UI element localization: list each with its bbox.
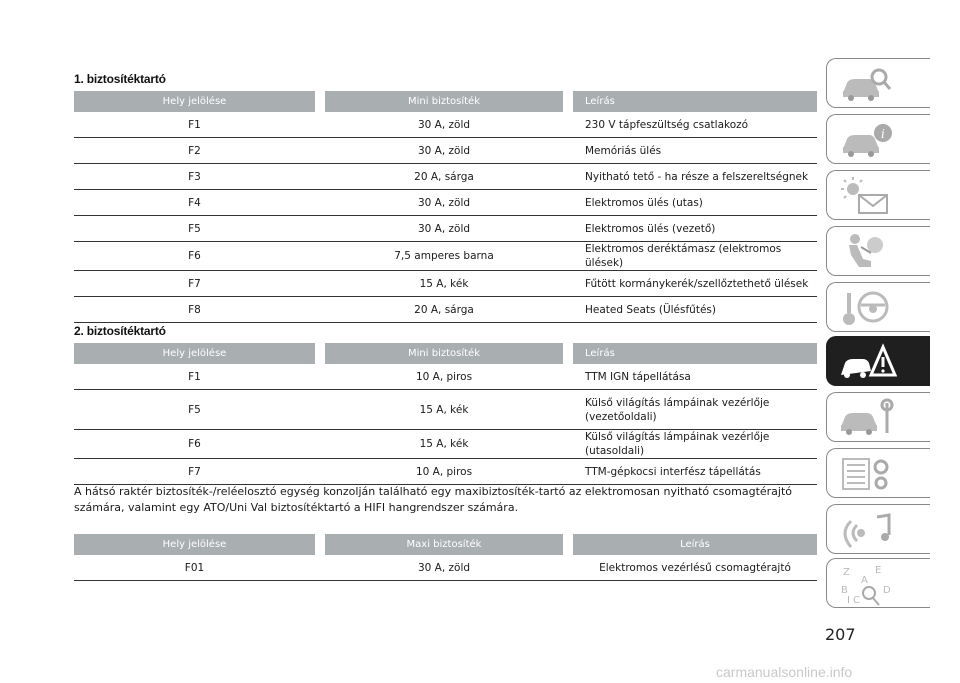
cell-fuse: 7,5 amperes barna (325, 242, 563, 271)
cell-fuse: 10 A, piros (325, 364, 563, 390)
cell-fuse: 15 A, kék (325, 390, 563, 430)
cell-location: F01 (74, 555, 315, 581)
cell-location: F4 (74, 190, 315, 216)
svg-text:Z: Z (843, 567, 850, 578)
warning-light-message-icon (837, 175, 897, 217)
cell-description: Elektromos ülés (utas) (573, 190, 817, 216)
table-row (74, 430, 817, 459)
cell-fuse: 15 A, kék (325, 271, 563, 297)
table-row (74, 364, 817, 390)
svg-text:B: B (841, 585, 848, 596)
table-row (74, 112, 817, 138)
cell-fuse: 30 A, zöld (325, 555, 563, 581)
section-2-title: 2. biztosítéktartó (74, 324, 166, 338)
table-row (74, 459, 817, 485)
cell-fuse: 30 A, zöld (325, 216, 563, 242)
table-row (74, 242, 817, 271)
specifications-gear-icon (837, 453, 897, 495)
cell-description: TTM-gépkocsi interfész tápellátás (573, 459, 817, 485)
cell-description: Elektromos vezérlésű csomagtérajtó (573, 555, 817, 581)
cell-location: F5 (74, 216, 315, 242)
fuse-table-2 (74, 343, 817, 485)
svg-text:C: C (853, 595, 860, 606)
section-1-title: 1. biztosítéktartó (74, 72, 166, 86)
header-location: Hely jelölése (74, 343, 315, 364)
cell-fuse: 30 A, zöld (325, 112, 563, 138)
tab-servicing[interactable] (826, 392, 930, 442)
cell-location: F6 (74, 430, 315, 459)
alphabetical-index-icon (837, 563, 897, 607)
cell-description: Elektromos ülés (vezető) (573, 216, 817, 242)
page-number: 207 (825, 625, 856, 644)
header-fuse: Mini biztosíték (325, 91, 563, 112)
cell-location: F1 (74, 364, 315, 390)
car-maintenance-icon (837, 397, 897, 439)
tab-index[interactable] (826, 558, 930, 608)
cell-fuse: 20 A, sárga (325, 164, 563, 190)
cell-description: Memóriás ülés (573, 138, 817, 164)
header-description: Leírás (573, 91, 817, 112)
table-row (74, 138, 817, 164)
fuse-table-1 (74, 91, 817, 323)
tab-in-an-emergency[interactable] (826, 336, 930, 386)
cell-description: 230 V tápfeszültség csatlakozó (573, 112, 817, 138)
table-row (74, 190, 817, 216)
tab-technical-specifications[interactable] (826, 448, 930, 498)
watermark[interactable]: carmanualsonline.info (716, 664, 853, 680)
cell-description: TTM IGN tápellátása (573, 364, 817, 390)
cell-fuse: 20 A, sárga (325, 297, 563, 323)
tab-getting-to-know[interactable] (826, 114, 930, 164)
table-row (74, 390, 817, 430)
tab-instrument-panel[interactable] (826, 170, 930, 220)
header-fuse: Maxi biztosíték (325, 534, 563, 555)
cell-location: F2 (74, 138, 315, 164)
tab-dashboard[interactable] (826, 58, 930, 108)
cell-fuse: 15 A, kék (325, 430, 563, 459)
steering-wheel-key-icon (837, 287, 897, 329)
table-row (74, 297, 817, 323)
cell-fuse: 10 A, piros (325, 459, 563, 485)
table-row (74, 216, 817, 242)
cell-description: Nyitható tető - ha része a felszereltségnek (573, 164, 817, 190)
cell-description: Külső világítás lámpáinak vezérlője (utasoldali) (573, 430, 817, 459)
header-location: Hely jelölése (74, 91, 315, 112)
cell-description: Elektromos deréktámasz (elektromos ülések) (573, 242, 817, 271)
svg-text:i: i (881, 127, 885, 141)
svg-text:A: A (861, 575, 868, 586)
svg-text:I: I (847, 595, 850, 606)
tab-multimedia[interactable] (826, 504, 930, 554)
cell-description: Fűtött kormánykerék/szellőztethető ülések (573, 271, 817, 297)
cell-location: F3 (74, 164, 315, 190)
airbag-seat-icon (837, 231, 897, 273)
header-description: Leírás (573, 534, 817, 555)
fuse-table-3 (74, 534, 817, 581)
multimedia-icon (837, 509, 897, 551)
table-row (74, 271, 817, 297)
cell-description: Heated Seats (Ülésfűtés) (573, 297, 817, 323)
cell-fuse: 30 A, zöld (325, 138, 563, 164)
cell-fuse: 30 A, zöld (325, 190, 563, 216)
cell-location: F7 (74, 459, 315, 485)
body-paragraph: A hátsó raktér biztosíték-/reléelosztó egység konzolján található egy maxibiztosíték-tartó az elektromosan nyitható csomagtérajtó számára, valamint egy ATO/Uni Val biztosítéktartó a HIFI hangrendszer számára. (74, 485, 793, 514)
cell-location: F1 (74, 112, 315, 138)
cell-location: F8 (74, 297, 315, 323)
car-info-icon (837, 119, 897, 161)
tab-safety[interactable] (826, 226, 930, 276)
table-row (74, 164, 817, 190)
svg-text:D: D (883, 585, 891, 596)
header-location: Hely jelölése (74, 534, 315, 555)
cell-location: F6 (74, 242, 315, 271)
table-row (74, 555, 817, 581)
svg-text:E: E (875, 565, 882, 576)
header-fuse: Mini biztosíték (325, 343, 563, 364)
tab-starting-driving[interactable] (826, 282, 930, 332)
cell-location: F5 (74, 390, 315, 430)
cell-description: Külső világítás lámpáinak vezérlője (vezetőoldali) (573, 390, 817, 430)
header-description: Leírás (573, 343, 817, 364)
car-search-icon (837, 63, 897, 105)
cell-location: F7 (74, 271, 315, 297)
car-breakdown-warning-icon (837, 341, 897, 383)
